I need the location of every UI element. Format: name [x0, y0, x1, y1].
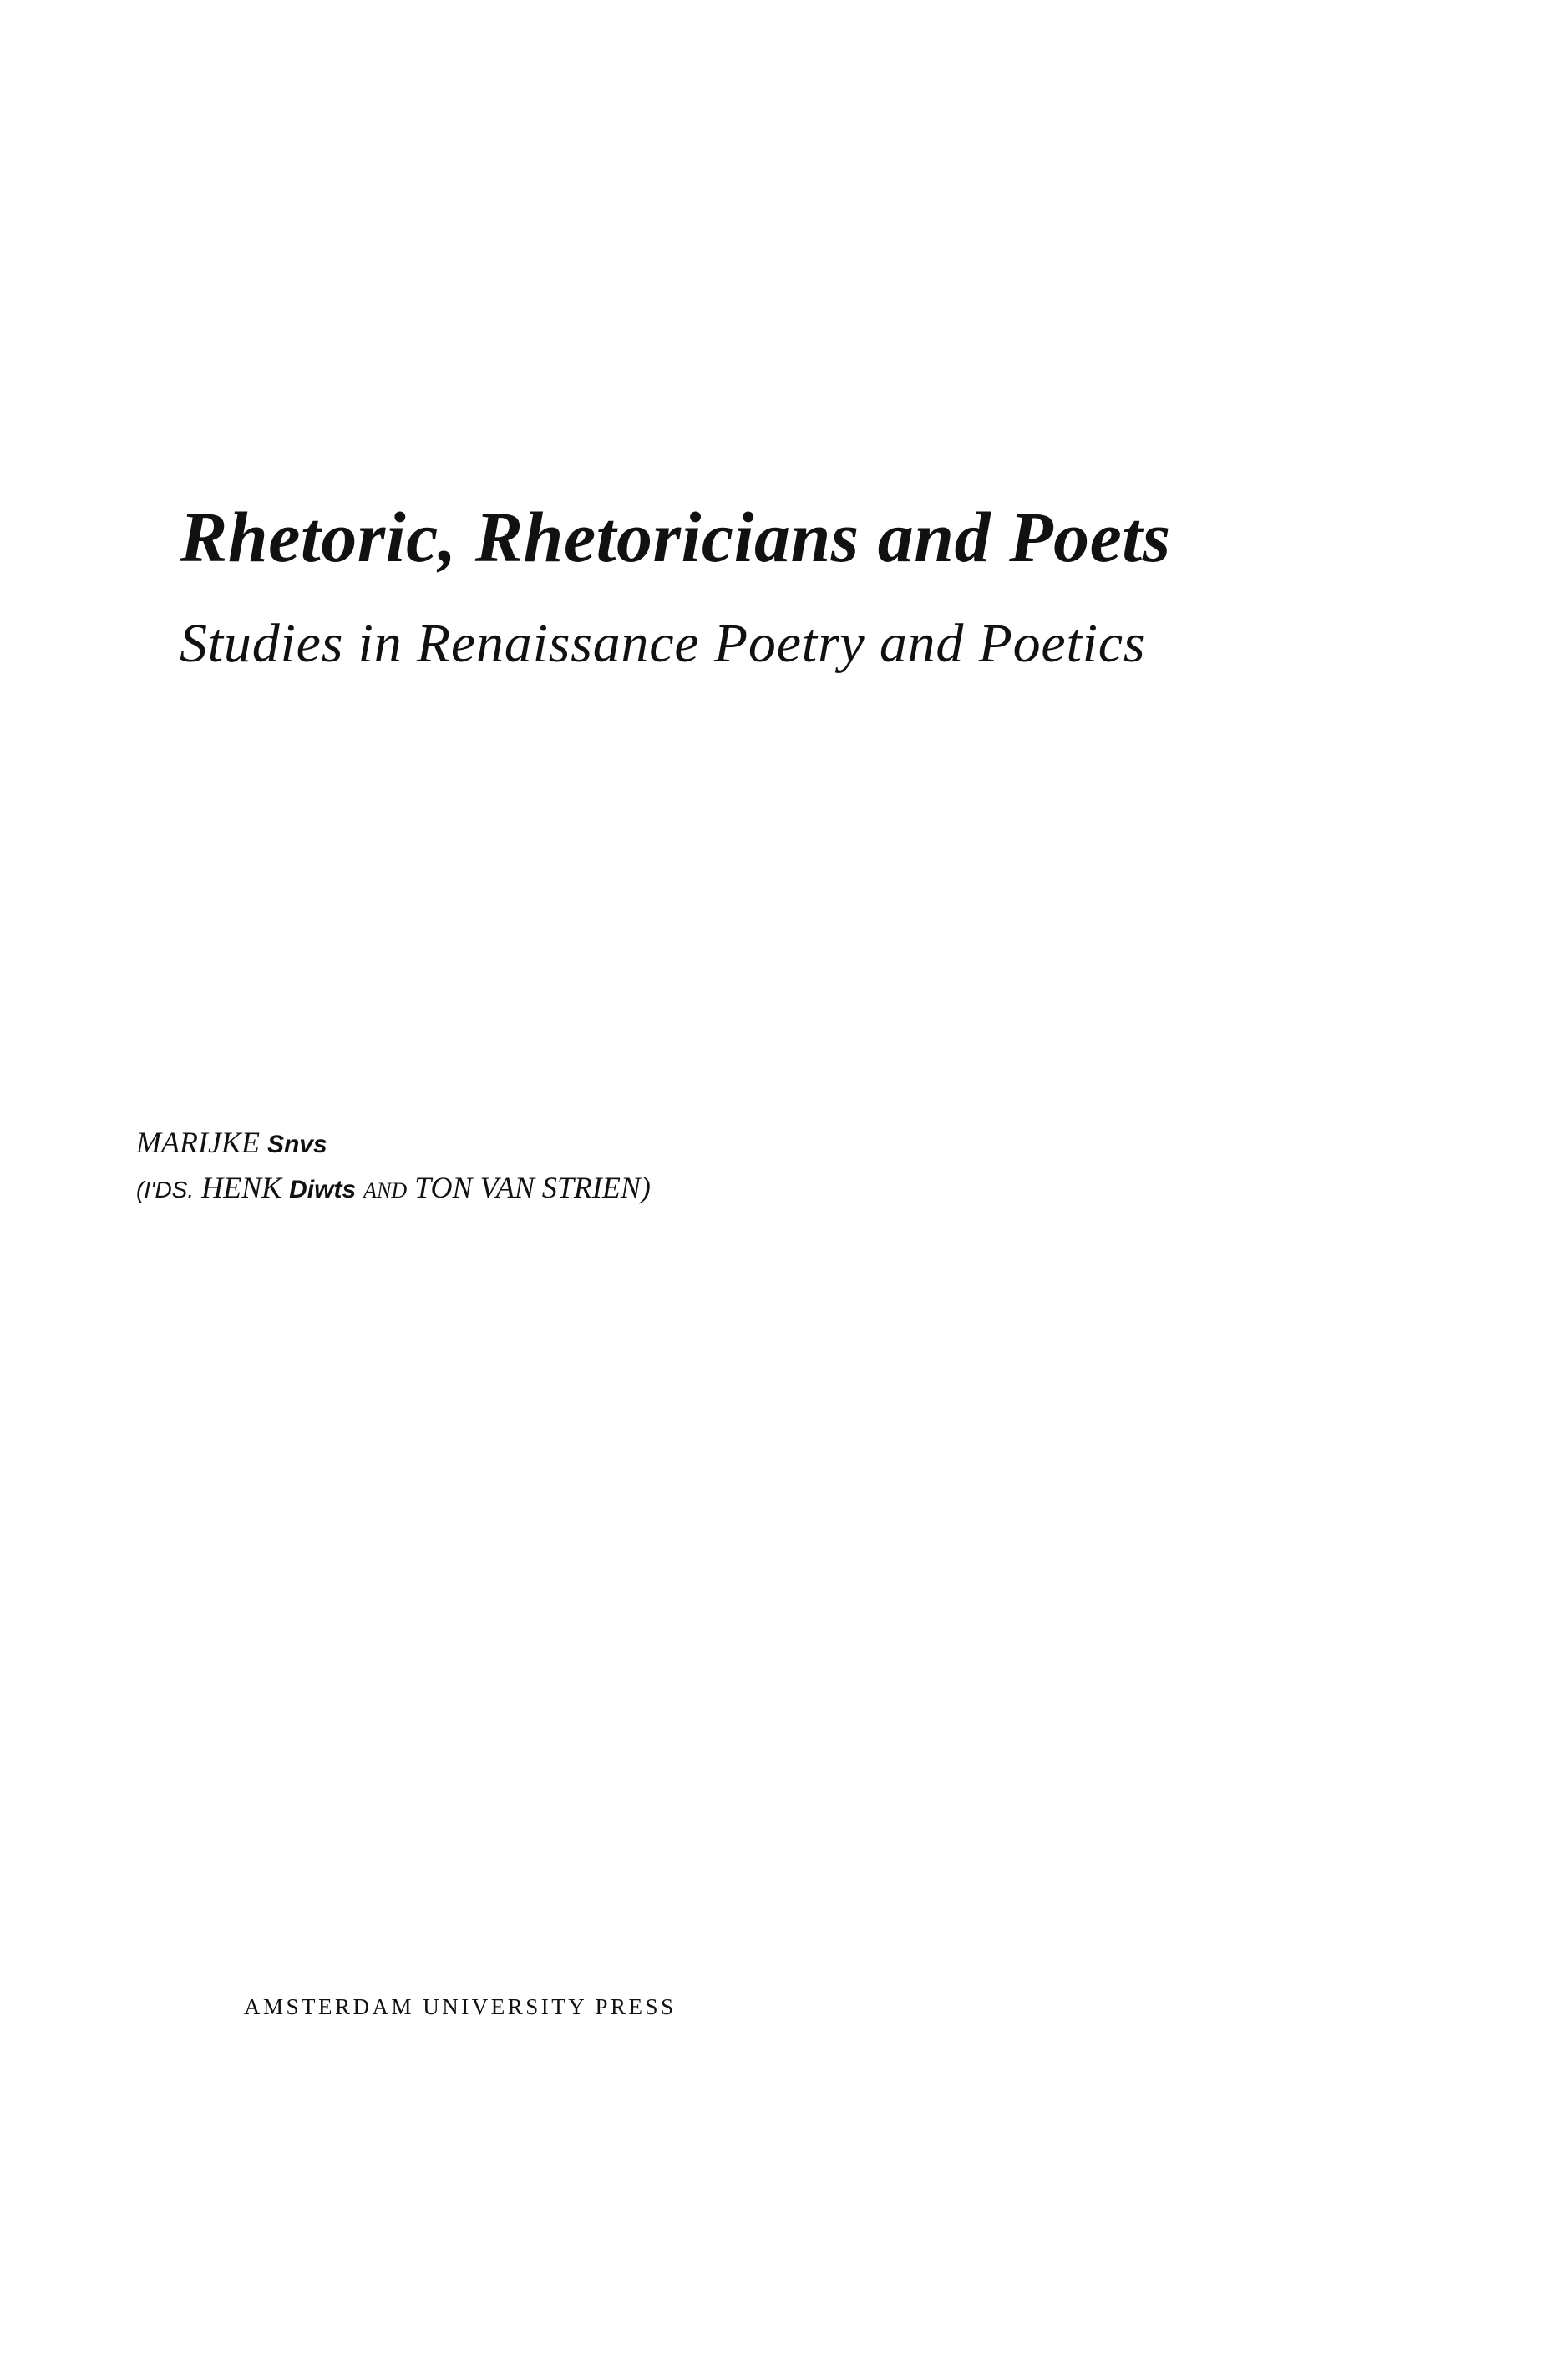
editors-prefix: (I'DS.	[136, 1177, 195, 1203]
author-line	[136, 1127, 327, 1157]
publisher-name: AMSTERDAM UNIVERSITY PRESS	[244, 1994, 677, 2019]
book-subtitle: Studies in Renaissance Poetry and Poetics	[180, 613, 1146, 674]
editors-line	[136, 1172, 651, 1203]
author-name-part: MARIJKE	[136, 1126, 260, 1159]
book-title: Rhetoric, Rhetoricians and Poets	[180, 497, 1171, 577]
editor-name-part: HENK	[201, 1171, 282, 1204]
author-name-part: Snvs	[266, 1131, 327, 1158]
editor-name-part: TON VAN STRIEN)	[414, 1171, 651, 1204]
editors-conjunction: AND	[363, 1178, 408, 1203]
editor-name-part: Diwts	[289, 1176, 357, 1203]
